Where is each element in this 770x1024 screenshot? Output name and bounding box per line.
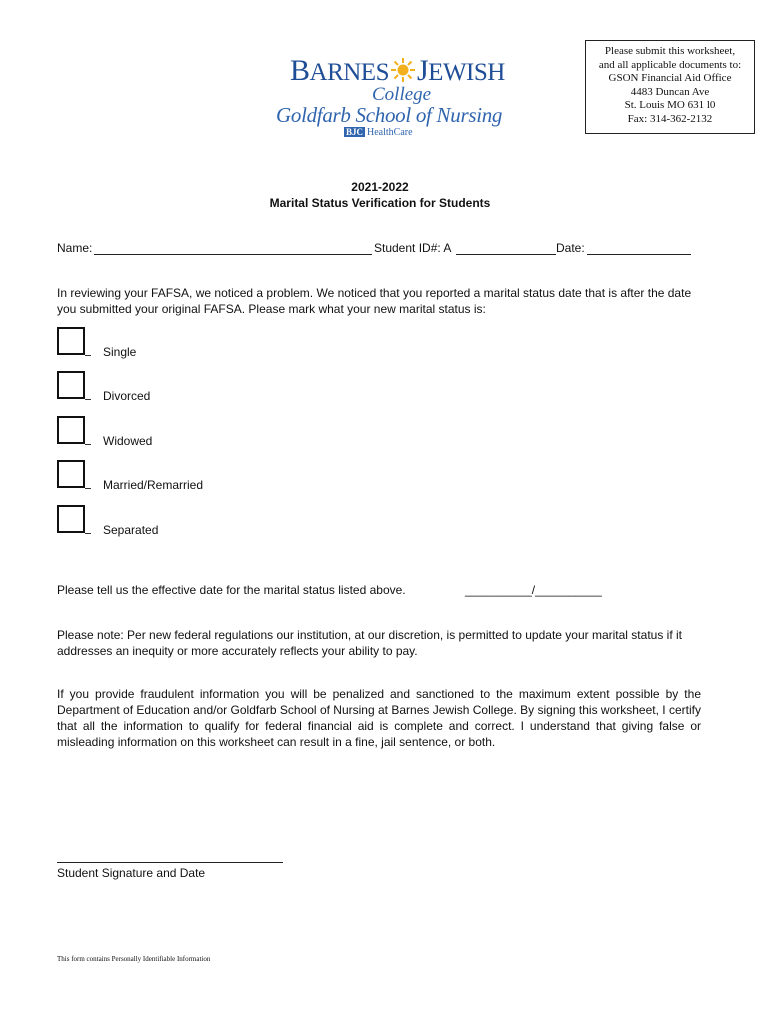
submit-line: and all applicable documents to:	[598, 58, 742, 71]
divorced-label: Divorced	[103, 389, 151, 403]
effective-date-prompt: Please tell us the effective date for the marital status listed above.	[57, 583, 406, 597]
checkbox-underline	[85, 488, 91, 489]
checkbox-underline	[85, 399, 91, 400]
form-title: Marital Status Verification for Students	[269, 196, 491, 210]
sun-icon	[390, 57, 416, 83]
widowed-label: Widowed	[103, 434, 153, 448]
date-field[interactable]	[587, 254, 691, 255]
student-id-label: Student ID#: A	[374, 241, 452, 255]
married-remarried-label: Married/Remarried	[103, 478, 204, 492]
pii-footer: This form contains Personally Identifiable Information	[57, 955, 211, 963]
single-checkbox[interactable]	[57, 327, 85, 355]
submit-line: 4483 Duncan Ave	[630, 85, 710, 98]
submit-line: Fax: 314-362-2132	[627, 112, 713, 125]
logo-wordmark: BARNES JEWISH	[290, 54, 505, 87]
checkbox-underline	[85, 355, 91, 356]
signature-label: Student Signature and Date	[57, 866, 206, 880]
effective-date-field[interactable]: __________/__________	[465, 583, 602, 597]
student-id-field[interactable]	[456, 254, 556, 255]
submit-line: GSON Financial Aid Office	[608, 72, 732, 84]
logo-bjc: BJC HealthCare	[346, 127, 413, 138]
checkbox-underline	[85, 533, 91, 534]
submit-line: St. Louis MO 631 l0	[624, 99, 716, 111]
logo-school-name: Goldfarb School of Nursing	[276, 103, 503, 127]
form-year: 2021-2022	[351, 180, 409, 194]
date-label: Date:	[556, 241, 585, 255]
married-remarried-checkbox[interactable]	[57, 460, 85, 488]
separated-label: Separated	[103, 523, 159, 537]
barnes-jewish-logo	[276, 44, 505, 140]
fraud-certification-paragraph: If you provide fraudulent information you will be penalized and sanctioned to the maximum extent possible by the Department of Education and/or Goldfarb School of Nursing at Barnes Jewish College. By signing this worksheet, I certify that all the information to qualify for federal financial aid is complete and correct. I understand that giving false or misleading information on this worksheet can result in a fine, jail sentence, or both.	[57, 687, 701, 749]
intro-paragraph: In reviewing your FAFSA, we noticed a problem. We noticed that you reported a marital status date that is after the date you submitted your original FAFSA. Please mark what your new marital status is:	[57, 286, 692, 316]
single-label: Single	[103, 345, 137, 359]
submit-line: Please submit this worksheet,	[604, 45, 736, 57]
federal-regulation-note: Please note: Per new federal regulations our institution, at our discretion, is permitted to update your marital status if it addresses an inequity or more accurately reflects your ability to pay.	[57, 628, 682, 658]
name-field[interactable]	[94, 254, 372, 255]
name-label: Name:	[57, 241, 93, 255]
divorced-checkbox[interactable]	[57, 371, 85, 399]
widowed-checkbox[interactable]	[57, 416, 85, 444]
signature-line[interactable]	[57, 862, 283, 863]
submission-instructions-box	[585, 40, 755, 134]
separated-checkbox[interactable]	[57, 505, 85, 533]
logo-college: College	[372, 84, 432, 105]
checkbox-underline	[85, 444, 91, 445]
